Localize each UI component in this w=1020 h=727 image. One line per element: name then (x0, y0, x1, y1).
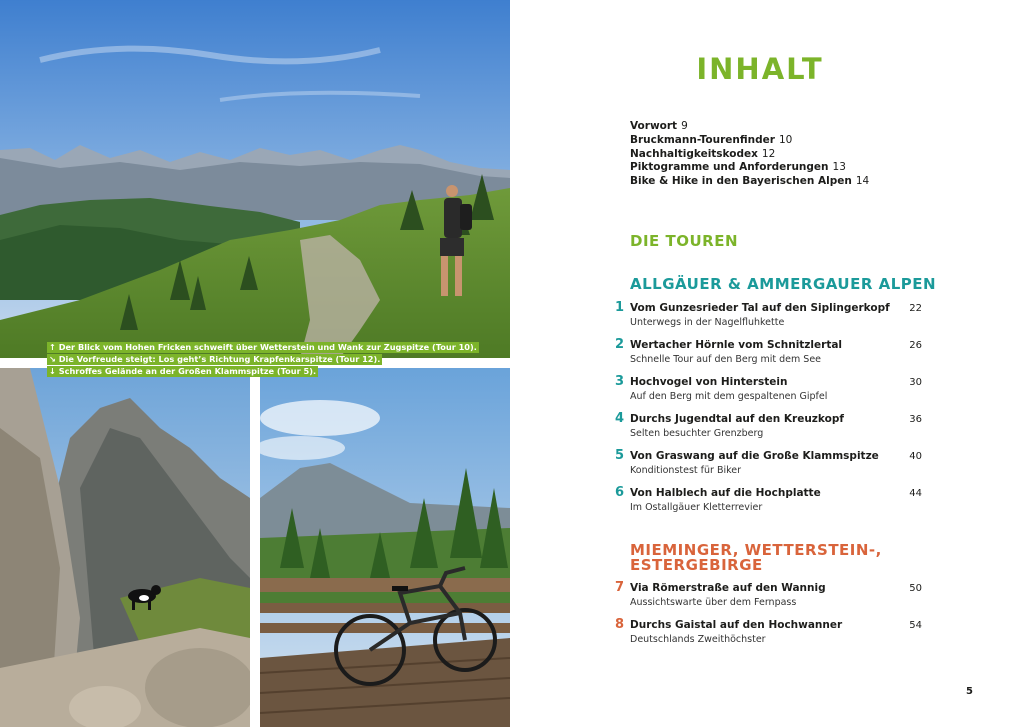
tour-page: 44 (909, 488, 922, 499)
toc-tour-entry[interactable] (610, 619, 922, 649)
front-matter-list (630, 120, 930, 189)
tour-number: 4 (614, 411, 624, 426)
tour-number: 8 (614, 617, 624, 632)
tour-title: Von Halblech auf die Hochplatte (630, 487, 821, 499)
toc-entry-vorwort[interactable]: Vorwort 9 (630, 120, 688, 132)
tour-subtitle: Selten besuchter Grenzberg (630, 428, 764, 439)
toc-tour-entry[interactable] (610, 413, 922, 443)
tour-page: 54 (909, 620, 922, 631)
tour-page: 26 (909, 340, 922, 351)
toc-entry-nachhaltigkeitskodex[interactable]: Nachhaltigkeitskodex 12 (630, 147, 776, 160)
tour-number: 5 (614, 448, 624, 463)
tour-page: 30 (909, 377, 922, 388)
tour-title: Wertacher Hörnle vom Schnitzlertal (630, 339, 843, 351)
tour-number: 1 (614, 300, 624, 315)
toc-tour-entry[interactable] (610, 339, 922, 369)
tour-title: Vom Gunzesrieder Tal auf den Siplingerkopf (630, 302, 890, 314)
toc-tour-entry[interactable] (610, 487, 922, 517)
toc-entry-bike-hike[interactable]: Bike & Hike in den Bayerischen Alpen 14 (630, 175, 870, 188)
caption-photo-top: ↑ Der Blick vom Hohen Fricken schweift über Wetterstein und Wank zur Zugspitze (Tour 10). (49, 342, 477, 352)
tour-number: 3 (614, 374, 624, 389)
caption-photo-bike: ↘ Die Vorfreude steigt: Los geht’s Richtung Krapfenkarspitze (Tour 12). (49, 354, 381, 364)
tour-page: 50 (909, 583, 922, 594)
photo-captions (47, 339, 477, 376)
tour-title: Durchs Jugendtal auf den Kreuzkopf (630, 413, 844, 425)
region-heading-mieminger (630, 543, 910, 573)
tour-number: 6 (614, 485, 624, 500)
tour-subtitle: Im Ostallgäuer Kletterrevier (630, 502, 763, 513)
toc-entry-tourenfinder[interactable]: Bruckmann-Tourenfinder 10 (630, 133, 793, 146)
toc-tour-entry[interactable] (610, 376, 922, 406)
tour-subtitle: Aussichtswarte über dem Fernpass (630, 597, 797, 608)
tour-subtitle: Auf den Berg mit dem gespaltenen Gipfel (630, 391, 828, 402)
photo-mountain-bike-on-bridge (260, 368, 510, 727)
page-number: 5 (966, 686, 973, 697)
toc-entry-piktogramme[interactable]: Piktogramme und Anforderungen 13 (630, 161, 846, 174)
tour-page: 40 (909, 451, 922, 462)
tour-subtitle: Deutschlands Zweithöchster (630, 634, 766, 645)
caption-photo-rocks: ↓ Schroffes Gelände an der Großen Klammspitze (Tour 5). (49, 366, 317, 376)
tour-number: 7 (614, 580, 624, 595)
tour-title: Via Römerstraße auf den Wannig (630, 582, 826, 594)
tour-title: Hochvogel von Hinterstein (630, 376, 788, 388)
tour-title: Durchs Gaistal auf den Hochwanner (630, 619, 843, 631)
tour-subtitle: Konditionstest für Biker (630, 465, 742, 476)
region-heading-line2: ESTERGEBIRGE (630, 556, 763, 574)
tour-page: 22 (909, 303, 922, 314)
tour-subtitle: Unterwegs in der Nagelfluhkette (630, 317, 785, 328)
tour-subtitle: Schnelle Tour auf den Berg mit dem See (630, 354, 822, 365)
region-heading-line1: MIEMINGER, WETTERSTEIN-, (630, 541, 882, 559)
region-heading-allgaeu: ALLGÄUER & AMMERGAUER ALPEN (630, 275, 937, 293)
page-title: INHALT (696, 52, 824, 86)
photo-rocky-ridge-with-dog (0, 368, 250, 727)
tour-title: Von Graswang auf die Große Klammspitze (630, 450, 879, 462)
toc-tour-entry[interactable] (610, 582, 922, 612)
toc-tour-entry[interactable] (610, 450, 922, 480)
tour-page: 36 (909, 414, 922, 425)
photo-mountain-panorama (0, 0, 510, 358)
tour-number: 2 (614, 337, 624, 352)
section-heading-die-touren: DIE TOUREN (630, 232, 739, 250)
toc-tour-entry[interactable] (610, 302, 922, 332)
